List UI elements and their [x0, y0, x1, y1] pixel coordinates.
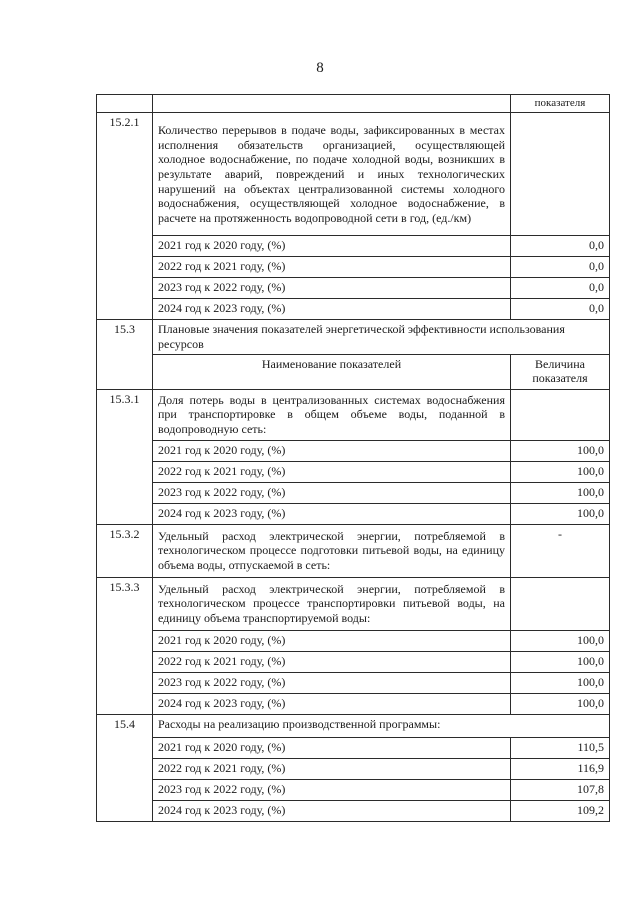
year-value: 100,0	[511, 482, 610, 503]
year-value: 0,0	[511, 278, 610, 299]
table-row	[97, 236, 610, 257]
year-label: 2021 год к 2020 году, (%)	[153, 737, 511, 758]
table-row	[97, 503, 610, 524]
year-label: 2021 год к 2020 году, (%)	[153, 440, 511, 461]
item-number: 15.3.1	[97, 389, 153, 524]
item-value: -	[511, 524, 610, 577]
year-value: 100,0	[511, 672, 610, 693]
page-number: 8	[316, 60, 324, 76]
year-value: 100,0	[511, 440, 610, 461]
year-label: 2024 год к 2023 году, (%)	[153, 503, 511, 524]
year-value: 110,5	[511, 737, 610, 758]
year-label: 2023 год к 2022 году, (%)	[153, 672, 511, 693]
table-row	[97, 800, 610, 821]
item-text: Доля потерь воды в централизованных системах водоснабжения при транспортировке в общем объеме воды, поданной в водопроводную сеть:	[153, 389, 511, 440]
item-15-3-2-row	[97, 524, 610, 577]
year-label: 2021 год к 2020 году, (%)	[153, 630, 511, 651]
item-15-2-1-row	[97, 113, 610, 236]
year-value: 109,2	[511, 800, 610, 821]
table-row	[97, 482, 610, 503]
year-value: 100,0	[511, 651, 610, 672]
year-value: 0,0	[511, 257, 610, 278]
section-15-4-row	[97, 714, 610, 737]
year-label: 2024 год к 2023 году, (%)	[153, 693, 511, 714]
table-row	[97, 440, 610, 461]
year-label: 2022 год к 2021 году, (%)	[153, 758, 511, 779]
year-value: 0,0	[511, 236, 610, 257]
item-text: Удельный расход электрической энергии, потребляемой в технологическом процессе подготовки питьевой воды, на единицу объема воды, отпускаемой в сеть:	[153, 524, 511, 577]
year-value: 116,9	[511, 758, 610, 779]
table-row	[97, 630, 610, 651]
year-value: 100,0	[511, 630, 610, 651]
section-title: Расходы на реализацию производственной программы:	[153, 714, 610, 737]
item-15-3-1-row	[97, 389, 610, 440]
year-value: 0,0	[511, 299, 610, 320]
item-value	[511, 113, 610, 236]
item-number: 15.3.3	[97, 577, 153, 714]
year-label: 2023 год к 2022 году, (%)	[153, 482, 511, 503]
table-row	[97, 278, 610, 299]
year-label: 2024 год к 2023 году, (%)	[153, 299, 511, 320]
header-cell-number	[97, 95, 153, 113]
table-row	[97, 461, 610, 482]
table-row	[97, 737, 610, 758]
item-value	[511, 389, 610, 440]
year-value: 100,0	[511, 461, 610, 482]
section-15-3-row	[97, 320, 610, 354]
section-number: 15.4	[97, 714, 153, 821]
table-row	[97, 299, 610, 320]
item-text: Количество перерывов в подаче воды, зафиксированных в местах исполнения обязательств организацией, осуществляющей холодное водоснабжение, по подаче холодной воды, возникших в результате аварий, повреждений и иных технологических нарушений на объектах централизованной системы холодного водоснабжения, осуществляющей холодное водоснабжение, в расчете на протяженность водопроводной сети в год, (ед./км)	[153, 113, 511, 236]
table-row	[97, 651, 610, 672]
year-label: 2021 год к 2020 году, (%)	[153, 236, 511, 257]
header-cell-value: показателя	[511, 95, 610, 113]
item-text: Удельный расход электрической энергии, потребляемой в технологическом процессе транспортировки питьевой воды, на единицу объема транспортируемой воды:	[153, 577, 511, 630]
table-row	[97, 672, 610, 693]
item-value	[511, 577, 610, 630]
table-row	[97, 758, 610, 779]
year-value: 100,0	[511, 693, 610, 714]
section-title: Плановые значения показателей энергетической эффективности использования ресурсов	[153, 320, 610, 354]
year-value: 107,8	[511, 779, 610, 800]
year-label: 2022 год к 2021 году, (%)	[153, 461, 511, 482]
item-number: 15.2.1	[97, 113, 153, 320]
item-number: 15.3.2	[97, 524, 153, 577]
table-row	[97, 693, 610, 714]
table-row	[97, 257, 610, 278]
section-15-3-header-row	[97, 354, 610, 389]
table-header-row	[97, 95, 610, 113]
year-label: 2024 год к 2023 году, (%)	[153, 800, 511, 821]
indicators-table	[96, 94, 610, 822]
column-name-header: Наименование показателей	[153, 354, 511, 389]
item-15-3-3-row	[97, 577, 610, 630]
section-number: 15.3	[97, 320, 153, 389]
column-value-header: Величина показателя	[511, 354, 610, 389]
year-label: 2023 год к 2022 году, (%)	[153, 779, 511, 800]
header-cell-name	[153, 95, 511, 113]
table-row	[97, 779, 610, 800]
year-label: 2022 год к 2021 году, (%)	[153, 651, 511, 672]
year-value: 100,0	[511, 503, 610, 524]
year-label: 2022 год к 2021 году, (%)	[153, 257, 511, 278]
year-label: 2023 год к 2022 году, (%)	[153, 278, 511, 299]
